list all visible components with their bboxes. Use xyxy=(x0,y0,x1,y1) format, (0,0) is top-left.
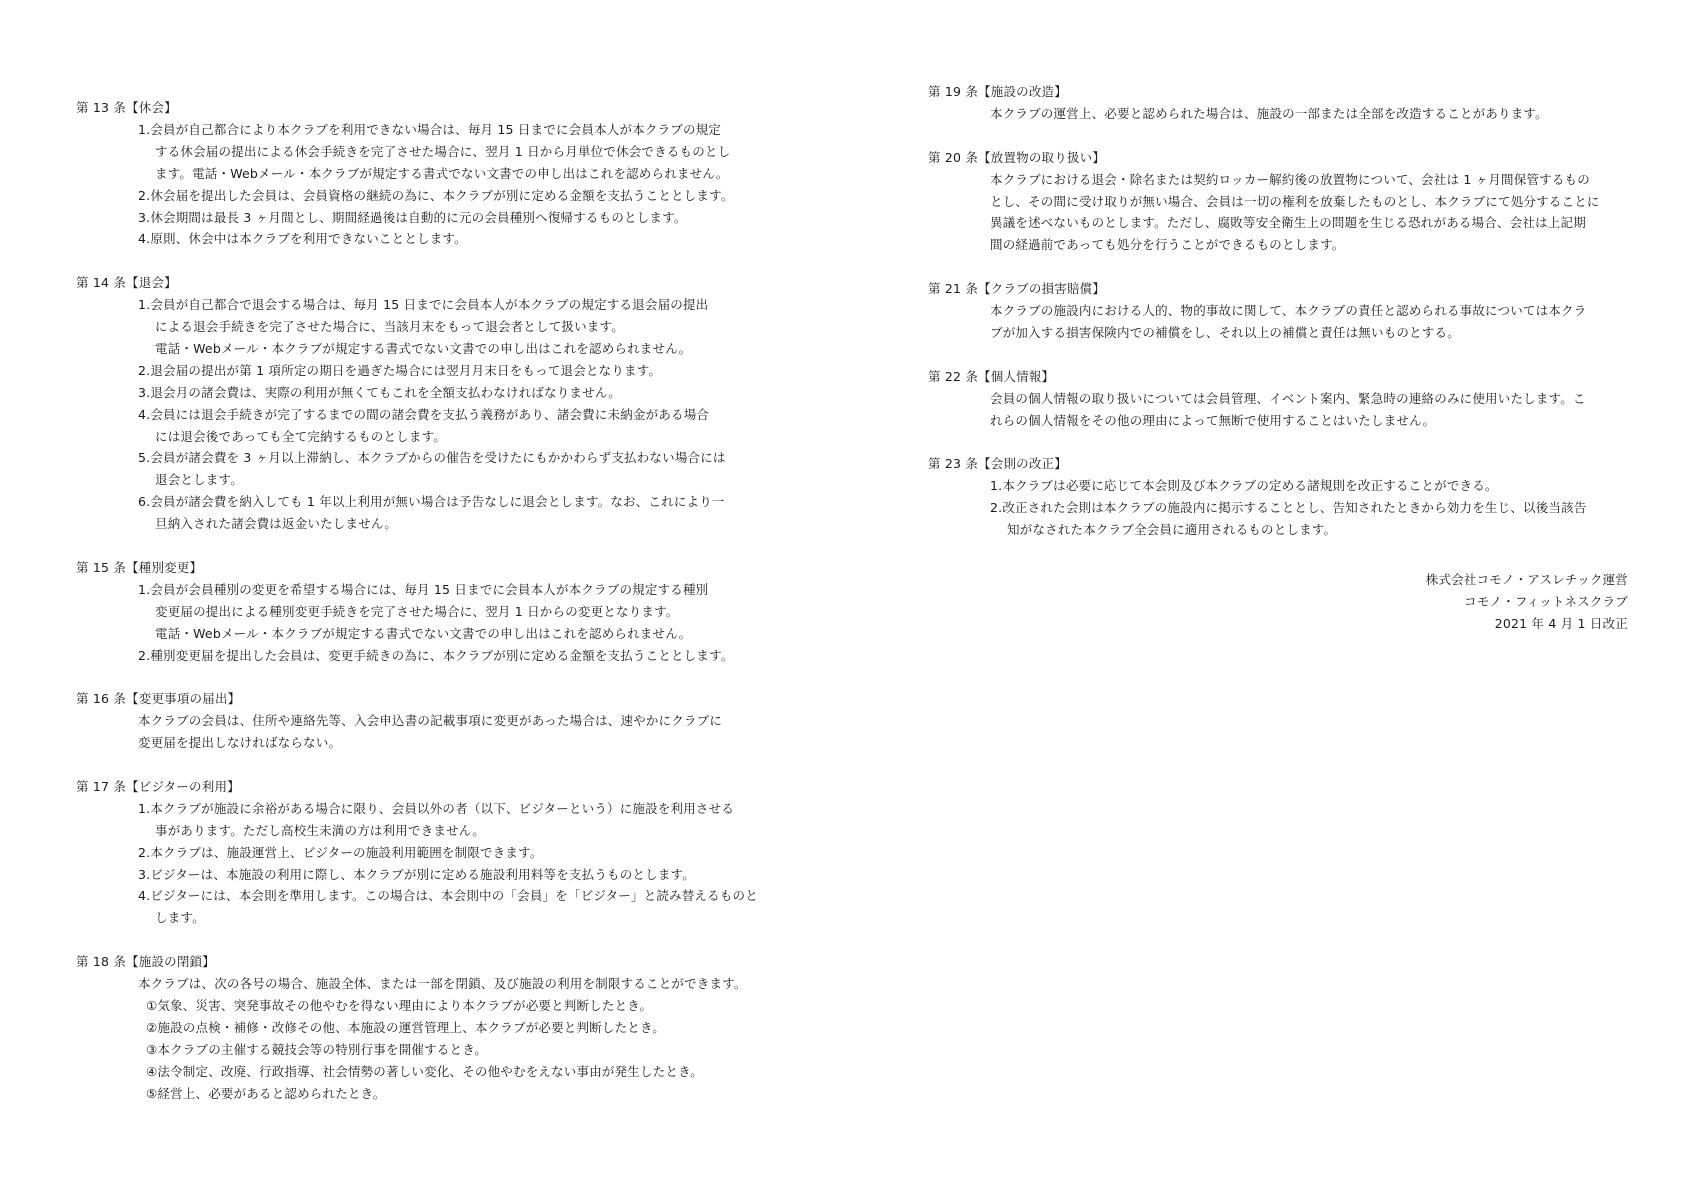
numbered-clause: 2.改正された会則は本クラブの施設内に掲示することとし、告知されたときから効力を生じ、以後当該告 xyxy=(990,500,1587,516)
article-body-text: 本クラブは、次の各号の場合、施設全体、または一部を閉鎖、及び施設の利用を制限することができます。 xyxy=(138,976,747,991)
article-body-text: れらの個人情報をその他の理由によって無断で使用することはいたしません。 xyxy=(990,412,1436,428)
numbered-clause: 2.本クラブは、施設運営上、ビジターの施設利用範囲を制限できます。 xyxy=(138,844,543,860)
enumerated-item: ⑤経営上、必要があると認められたとき。 xyxy=(146,1085,386,1101)
numbered-clause: 1.本クラブが施設に余裕がある場合に限り、会員以外の者（以下、ビジターという）に施設を利用させる xyxy=(138,800,735,816)
clause-continuation: 旦納入された諸会費は返金いたしません。 xyxy=(155,516,398,532)
clause-continuation: 退会とします。 xyxy=(155,472,243,488)
numbered-clause: 4.ビジターには、本会則を準用します。この場合は、本会則中の「会員」を「ビジター」と読み替えるものと xyxy=(138,888,758,904)
article-heading: 第 22 条【個人情報】 xyxy=(928,368,1055,384)
article-body-text: ブが加入する損害保険内での補償をし、それ以上の補償と責任は無いものとする。 xyxy=(990,324,1460,340)
numbered-clause: 3.退会月の諸会費は、実際の利用が無くてもこれを全額支払わなければなりません。 xyxy=(138,384,621,400)
numbered-clause: 5.会員が諸会費を 3 ヶ月以上滞納し、本クラブからの催告を受けたにもかかわらず支払わない場合には xyxy=(138,450,726,466)
clause-continuation: 事があります。ただし高校生未満の方は利用できません。 xyxy=(155,822,485,838)
article-body-text: とし、その間に受け取りが無い場合、会員は一切の権利を放棄したものとし、本クラブにて処分することに xyxy=(990,193,1600,209)
clause-continuation: には退会後であっても全て完納するものとします。 xyxy=(155,428,446,444)
article-heading: 第 16 条【変更事項の届出】 xyxy=(76,691,241,707)
article-heading: 第 17 条【ビジターの利用】 xyxy=(76,778,240,794)
enumerated-item: ②施設の点検・補修・改修その他、本施設の運営管理上、本クラブが必要と判断したとき。 xyxy=(146,1019,665,1035)
signature-date: 2021 年 4 月 1 日改正 xyxy=(1494,616,1628,631)
clause-continuation: 変更届の提出による種別変更手続きを完了させた場合に、翌月 1 日からの変更となります。 xyxy=(155,603,679,619)
article-heading: 第 19 条【施設の改造】 xyxy=(928,84,1067,99)
clause-continuation: します。 xyxy=(155,910,205,926)
clause-continuation: 電話・Webメール・本クラブが規定する書式でない文書での申し出はこれを認められません。 xyxy=(155,625,692,641)
enumerated-item: ③本クラブの主催する競技会等の特別行事を開催するとき。 xyxy=(146,1041,488,1057)
enumerated-item: ①気象、災害、突発事故その他やむを得ない理由により本クラブが必要と判断したとき。 xyxy=(146,997,653,1013)
clause-continuation: 知がなされた本クラブ全会員に適用されるものとします。 xyxy=(1007,522,1337,537)
numbered-clause: 1.本クラブは必要に応じて本会則及び本クラブの定める諸規則を改正することができる。 xyxy=(990,478,1498,494)
numbered-clause: 1.会員が会員種別の変更を希望する場合には、毎月 15 日までに会員本人が本クラブの規定する種別 xyxy=(138,581,709,597)
article-body-text: 変更届を提出しなければならない。 xyxy=(138,735,342,751)
numbered-clause: 6.会員が諸会費を納入しても 1 年以上利用が無い場合は予告なしに退会とします。なお、これにより一 xyxy=(138,494,725,510)
clause-continuation: による退会手続きを完了させた場合に、当該月末をもって退会者として扱います。 xyxy=(155,319,624,334)
numbered-clause: 4.原則、休会中は本クラブを利用できないこととします。 xyxy=(138,231,467,247)
article-heading: 第 14 条【退会】 xyxy=(76,275,177,291)
article-body-text: 会員の個人情報の取り扱いについては会員管理、イベント案内、緊急時の連絡のみに使用いたします。こ xyxy=(990,390,1586,406)
numbered-clause: 2.種別変更届を提出した会員は、変更手続きの為に、本クラブが別に定める金額を支払うこととします。 xyxy=(138,647,734,663)
numbered-clause: 1.会員が自己都合により本クラブを利用できない場合は、毎月 15 日までに会員本人が本クラブの規定 xyxy=(138,121,722,137)
numbered-clause: 2.休会届を提出した会員は、会員資格の継続の為に、本クラブが別に定める金額を支払うこととします。 xyxy=(138,187,734,203)
article-heading: 第 15 条【種別変更】 xyxy=(76,559,203,575)
article-heading: 第 21 条【クラブの損害賠償】 xyxy=(928,281,1106,297)
article-body-text: 異議を述べないものとします。ただし、腐敗等安全衛生上の問題を生じる恐れがある場合、会社は上記期 xyxy=(990,215,1586,231)
article-body-text: 本クラブにおける退会・除名または契約ロッカー解約後の放置物について、会社は 1 ヶ月間保管するもの xyxy=(990,171,1590,187)
numbered-clause: 4.会員には退会手続きが完了するまでの間の諸会費を支払う義務があり、諸会費に未納金がある場合 xyxy=(138,406,710,422)
article-heading: 第 23 条【会則の改正】 xyxy=(928,456,1067,472)
numbered-clause: 3.休会期間は最長 3 ヶ月間とし、期間経過後は自動的に元の会員種別へ復帰するものとします。 xyxy=(138,209,687,225)
article-body-text: 間の経過前であっても処分を行うことができるものとします。 xyxy=(990,237,1345,253)
numbered-clause: 1.会員が自己都合で退会する場合は、毎月 15 日までに会員本人が本クラブの規定する退会届の提出 xyxy=(138,297,709,313)
numbered-clause: 3.ビジターは、本施設の利用に際し、本クラブが別に定める施設利用料等を支払うものとします。 xyxy=(138,866,695,882)
clause-continuation: する休会届の提出による休会手続きを完了させた場合に、翌月 1 日から月単位で休会できるものとし xyxy=(155,143,731,159)
enumerated-item: ④法令制定、改廃、行政指導、社会情勢の著しい変化、その他やむをえない事由が発生したとき。 xyxy=(146,1063,704,1079)
clause-continuation: 電話・Webメール・本クラブが規定する書式でない文書での申し出はこれを認められません。 xyxy=(155,340,692,356)
article-body-text: 本クラブの会員は、住所や連絡先等、入会申込書の記載事項に変更があった場合は、速やかにクラブに xyxy=(138,713,723,729)
article-heading: 第 13 条【休会】 xyxy=(76,100,177,115)
article-heading: 第 18 条【施設の閉鎖】 xyxy=(76,954,215,970)
article-body-text: 本クラブの運営上、必要と認められた場合は、施設の一部または全部を改造することがあります。 xyxy=(990,105,1548,121)
article-heading: 第 20 条【放置物の取り扱い】 xyxy=(928,149,1106,165)
signature-company: 株式会社コモノ・アスレチック運営 xyxy=(1425,572,1628,587)
signature-club: コモノ・フィットネスクラブ xyxy=(1464,594,1628,609)
numbered-clause: 2.退会届の提出が第 1 項所定の期日を過ぎた場合には翌月月末日をもって退会となります。 xyxy=(138,362,662,378)
clause-continuation: ます。電話・Webメール・本クラブが規定する書式でない文書での申し出はこれを認められません。 xyxy=(155,165,729,181)
article-body-text: 本クラブの施設内における人的、物的事故に関して、本クラブの責任と認められる事故については本クラ xyxy=(990,303,1587,318)
